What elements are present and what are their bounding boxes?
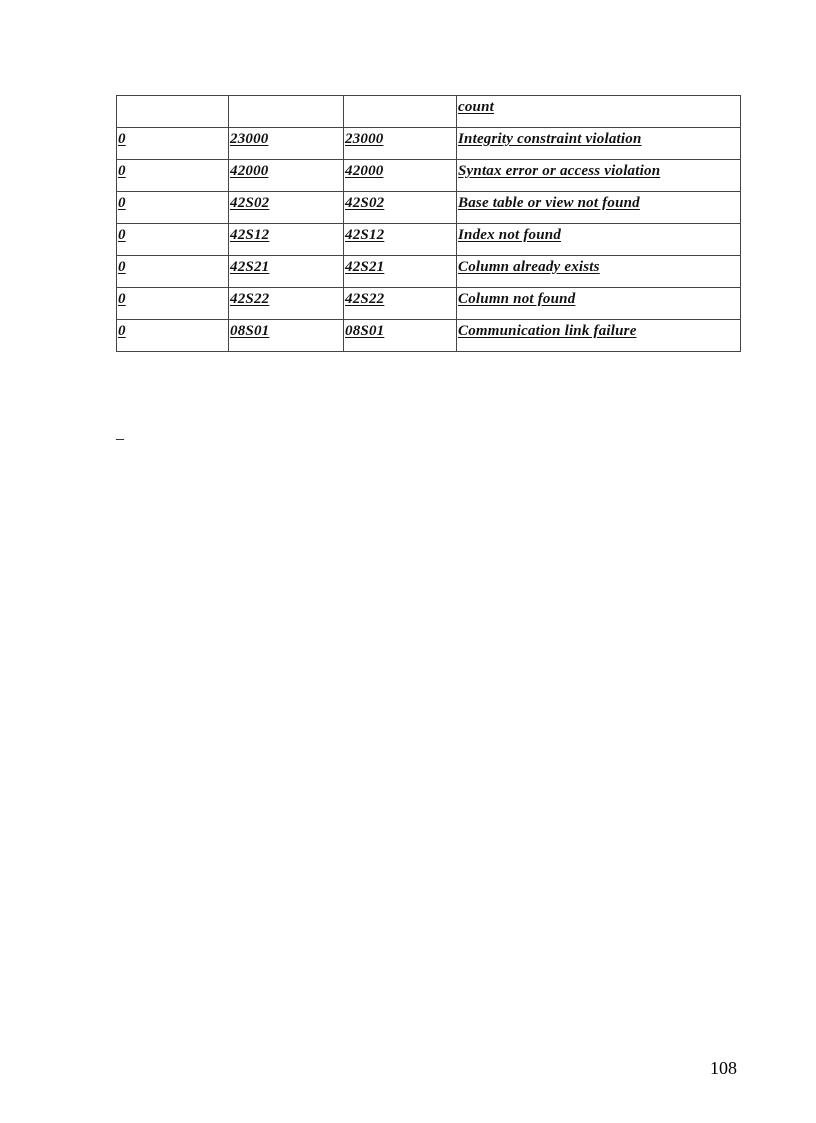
- table-cell: [344, 128, 457, 160]
- cell-text: 42S12: [230, 227, 270, 243]
- table-row: [117, 192, 741, 224]
- cell-text: 0: [118, 259, 126, 275]
- cell-text: 42S21: [345, 259, 385, 275]
- error-code-table: [116, 95, 741, 352]
- table-row: [117, 128, 741, 160]
- cell-text: 0: [118, 291, 126, 307]
- table-cell: [229, 288, 344, 320]
- table-cell: [117, 320, 229, 352]
- table-cell: [229, 128, 344, 160]
- cell-text: 42000: [345, 163, 384, 179]
- cell-text: Column already exists: [458, 259, 600, 275]
- cell-text: 0: [118, 227, 126, 243]
- table-cell: [229, 320, 344, 352]
- table-cell: [117, 160, 229, 192]
- cell-text: 23000: [230, 131, 269, 147]
- cell-text: 0: [118, 195, 126, 211]
- cell-text: 42S12: [345, 227, 385, 243]
- cell-text: 42S22: [230, 291, 270, 307]
- table-cell: [457, 128, 741, 160]
- table-cell: [344, 224, 457, 256]
- table-cell: [229, 96, 344, 128]
- cell-text: 42S02: [345, 195, 385, 211]
- table-cell: [229, 192, 344, 224]
- cell-text: Column not found: [458, 291, 576, 307]
- dash-mark: _: [116, 425, 124, 442]
- cell-text: 0: [118, 163, 126, 179]
- table-cell: [344, 96, 457, 128]
- table-row: [117, 256, 741, 288]
- table-cell: [344, 160, 457, 192]
- table-cell: [229, 224, 344, 256]
- table-cell: [457, 160, 741, 192]
- table-row: [117, 224, 741, 256]
- table-row: [117, 288, 741, 320]
- table-cell: [229, 160, 344, 192]
- table-cell: [117, 192, 229, 224]
- cell-text: Syntax error or access violation: [458, 163, 661, 179]
- cell-text: 42S22: [345, 291, 385, 307]
- cell-text: 42000: [230, 163, 269, 179]
- table-cell: [457, 256, 741, 288]
- table-header-row: [117, 96, 741, 128]
- cell-text: 08S01: [345, 323, 385, 339]
- table-cell: [344, 288, 457, 320]
- table-cell: [229, 256, 344, 288]
- table-cell: [344, 192, 457, 224]
- cell-text: count: [458, 99, 495, 115]
- cell-text: 0: [118, 323, 126, 339]
- cell-text: Communication link failure: [458, 323, 637, 339]
- cell-text: Index not found: [458, 227, 562, 243]
- table-cell: [117, 96, 229, 128]
- table-cell: [457, 288, 741, 320]
- page-number: 108: [710, 1058, 737, 1078]
- table-cell: [117, 288, 229, 320]
- cell-text: 42S02: [230, 195, 270, 211]
- cell-text: 42S21: [230, 259, 270, 275]
- cell-text: 0: [118, 131, 126, 147]
- table-cell: [457, 320, 741, 352]
- table-cell: [117, 128, 229, 160]
- table-row: [117, 160, 741, 192]
- table-cell: [344, 256, 457, 288]
- cell-text: 08S01: [230, 323, 270, 339]
- table-cell: [457, 96, 741, 128]
- cell-text: 23000: [345, 131, 384, 147]
- table-cell: [344, 320, 457, 352]
- table-cell: [457, 224, 741, 256]
- cell-text: Integrity constraint violation: [458, 131, 642, 147]
- table-cell: [117, 224, 229, 256]
- cell-text: Base table or view not found: [458, 195, 640, 211]
- table-row: [117, 320, 741, 352]
- table-cell: [117, 256, 229, 288]
- table-cell: [457, 192, 741, 224]
